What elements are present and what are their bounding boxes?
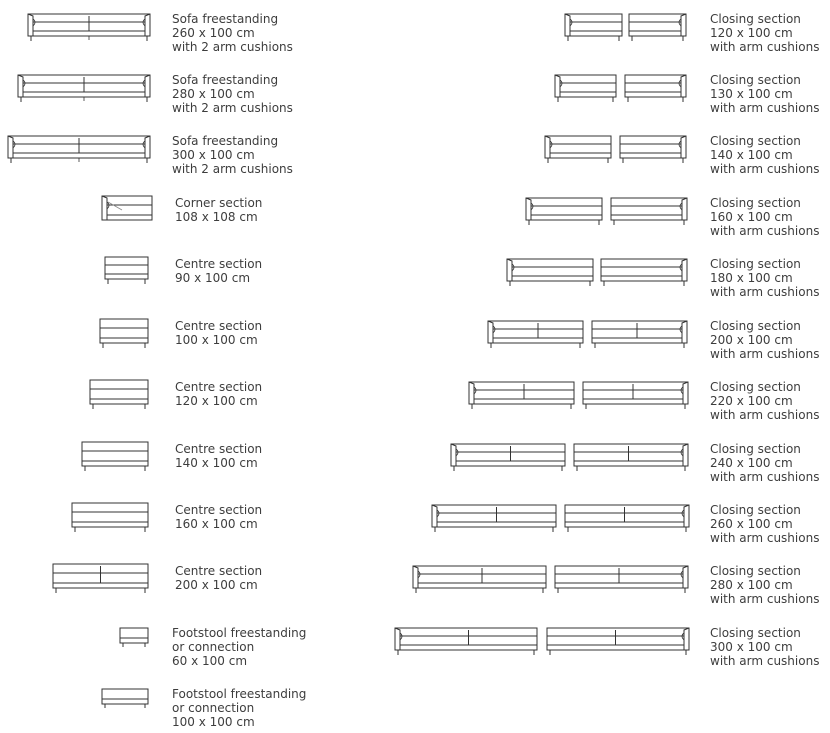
closing-section-pictogram-icon [0, 499, 700, 549]
label-line: Closing section [710, 442, 801, 456]
label-line: 300 x 100 cm [172, 148, 255, 162]
label-line: 140 x 100 cm [710, 148, 793, 162]
closing-section-pictogram-icon [0, 376, 700, 426]
label-line: 180 x 100 cm [710, 271, 793, 285]
label-line: with arm cushions [710, 347, 820, 361]
item-label [710, 442, 819, 484]
label-line: Closing section [710, 380, 801, 394]
label-line: with arm cushions [710, 162, 820, 176]
label-line: or connection [172, 640, 255, 654]
label-line: 220 x 100 cm [710, 394, 793, 408]
item-label [710, 626, 819, 668]
label-line: 160 x 100 cm [710, 210, 793, 224]
closing-section-pictogram-icon [0, 130, 700, 180]
label-line: Closing section [710, 196, 801, 210]
item-label [710, 12, 819, 54]
item-label [710, 73, 819, 115]
label-line: with arm cushions [710, 654, 820, 668]
item-label [710, 380, 819, 422]
label-line: Closing section [710, 12, 801, 26]
label-line: 240 x 100 cm [710, 456, 793, 470]
label-line: Closing section [710, 626, 801, 640]
label-line: Sofa freestanding [172, 12, 279, 26]
label-line: Closing section [710, 73, 801, 87]
label-line: with arm cushions [710, 285, 820, 299]
label-line: Centre section [175, 442, 263, 456]
item-label [710, 564, 819, 606]
label-line: 120 x 100 cm [175, 394, 258, 408]
item-label [710, 503, 819, 545]
label-line: 100 x 100 cm [172, 715, 255, 729]
label-line: 200 x 100 cm [710, 333, 793, 347]
item-label [710, 257, 819, 299]
label-line: 120 x 100 cm [710, 26, 793, 40]
item-label [710, 319, 819, 361]
closing-section-pictogram-icon [0, 315, 700, 365]
closing-section-pictogram-icon [0, 192, 700, 242]
label-line: 100 x 100 cm [175, 333, 258, 347]
closing-section-pictogram-icon [0, 560, 700, 610]
label-line: 140 x 100 cm [175, 456, 258, 470]
label-line: with arm cushions [710, 531, 820, 545]
label-line: 280 x 100 cm [172, 87, 255, 101]
label-line: with 2 arm cushions [172, 101, 293, 115]
item-label [710, 134, 819, 176]
closing-section-pictogram-icon [0, 8, 700, 58]
label-line: 60 x 100 cm [172, 654, 248, 668]
label-line: Sofa freestanding [172, 134, 279, 148]
label-line: 160 x 100 cm [175, 517, 258, 531]
label-line: Footstool freestanding [172, 687, 307, 701]
label-line: Centre section [175, 257, 263, 271]
closing-section-pictogram-icon [0, 622, 700, 672]
closing-section-pictogram-icon [0, 69, 700, 119]
label-line: Closing section [710, 319, 801, 333]
label-line: 280 x 100 cm [710, 578, 793, 592]
label-line: with arm cushions [710, 408, 820, 422]
label-line: with 2 arm cushions [172, 162, 293, 176]
label-line: Centre section [175, 380, 263, 394]
label-line: Centre section [175, 319, 263, 333]
label-line: 108 x 108 cm [175, 210, 258, 224]
label-line: Centre section [175, 564, 263, 578]
label-line: Closing section [710, 257, 801, 271]
label-line: with 2 arm cushions [172, 40, 293, 54]
label-line: 300 x 100 cm [710, 640, 793, 654]
label-line: 260 x 100 cm [172, 26, 255, 40]
footstool-pictogram-icon [0, 683, 160, 733]
label-line: or connection [172, 701, 255, 715]
label-line: with arm cushions [710, 40, 820, 54]
label-line: with arm cushions [710, 101, 820, 115]
label-line: Corner section [175, 196, 263, 210]
label-line: Footstool freestanding [172, 626, 307, 640]
label-line: Centre section [175, 503, 263, 517]
item-label [710, 196, 819, 238]
label-line: Closing section [710, 503, 801, 517]
label-line: with arm cushions [710, 470, 820, 484]
label-line: with arm cushions [710, 224, 820, 238]
label-line: 260 x 100 cm [710, 517, 793, 531]
closing-section-pictogram-icon [0, 253, 700, 303]
label-line: 130 x 100 cm [710, 87, 793, 101]
label-line: Closing section [710, 134, 801, 148]
label-line: 90 x 100 cm [175, 271, 251, 285]
label-line: with arm cushions [710, 592, 820, 606]
label-line: 200 x 100 cm [175, 578, 258, 592]
closing-section-pictogram-icon [0, 438, 700, 488]
item-label [172, 687, 306, 729]
label-line: Sofa freestanding [172, 73, 279, 87]
label-line: Closing section [710, 564, 801, 578]
